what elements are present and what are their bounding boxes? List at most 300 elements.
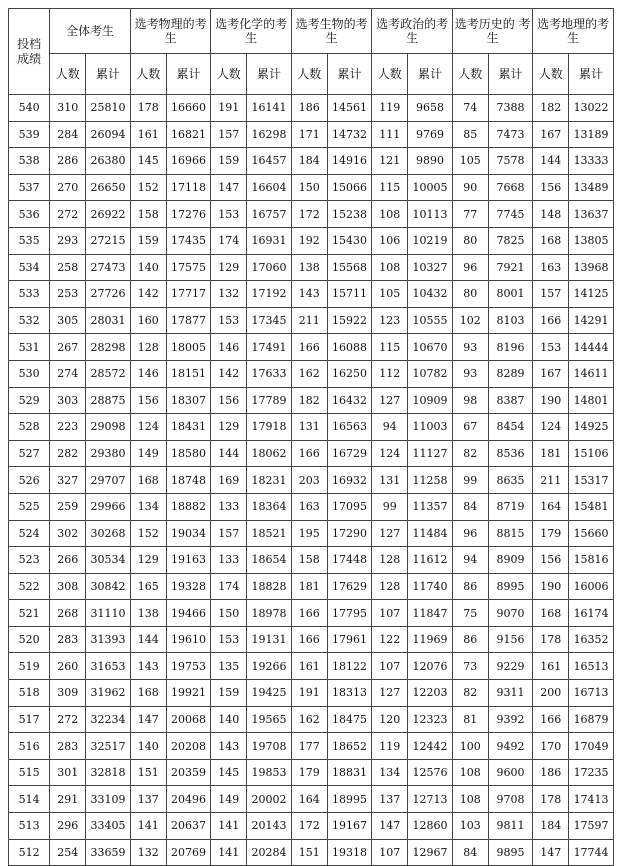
cumulative-cell: 18151 <box>166 360 211 387</box>
count-cell: 124 <box>533 414 569 441</box>
count-cell: 181 <box>533 440 569 467</box>
score-cell: 523 <box>9 547 50 574</box>
cumulative-cell: 9070 <box>488 600 533 627</box>
count-cell: 127 <box>372 520 408 547</box>
count-cell: 284 <box>50 121 86 148</box>
score-distribution-table <box>8 8 614 866</box>
count-cell: 147 <box>130 706 166 733</box>
count-cell: 77 <box>452 201 488 228</box>
score-cell: 537 <box>9 174 50 201</box>
count-cell: 129 <box>211 414 247 441</box>
count-cell: 168 <box>130 467 166 494</box>
cumulative-cell: 16174 <box>569 600 614 627</box>
cumulative-cell: 18313 <box>327 680 372 707</box>
count-cell: 106 <box>372 227 408 254</box>
cumulative-cell: 20637 <box>166 813 211 840</box>
cumulative-cell: 9658 <box>408 95 453 122</box>
cumulative-cell: 14916 <box>327 148 372 175</box>
count-cell: 190 <box>533 573 569 600</box>
count-cell: 108 <box>372 254 408 281</box>
cumulative-cell: 20143 <box>247 813 292 840</box>
cumulative-cell: 16821 <box>166 121 211 148</box>
table-row <box>9 227 614 254</box>
count-cell: 161 <box>130 121 166 148</box>
count-cell: 141 <box>211 839 247 866</box>
count-cell: 152 <box>130 520 166 547</box>
table-row <box>9 626 614 653</box>
cumulative-cell: 12442 <box>408 733 453 760</box>
cumulative-cell: 27473 <box>86 254 131 281</box>
count-cell: 99 <box>452 467 488 494</box>
cumulative-cell: 9890 <box>408 148 453 175</box>
cumulative-cell: 15481 <box>569 493 614 520</box>
cumulative-cell: 18005 <box>166 334 211 361</box>
score-column-header <box>9 9 50 95</box>
count-cell: 272 <box>50 706 86 733</box>
count-cell: 86 <box>452 626 488 653</box>
sub-header-cumulative: 累计 <box>166 54 211 95</box>
count-cell: 254 <box>50 839 86 866</box>
cumulative-cell: 9895 <box>488 839 533 866</box>
cumulative-cell: 15922 <box>327 307 372 334</box>
count-cell: 111 <box>372 121 408 148</box>
count-cell: 108 <box>372 201 408 228</box>
score-cell: 513 <box>9 813 50 840</box>
cumulative-cell: 26922 <box>86 201 131 228</box>
cumulative-cell: 17448 <box>327 547 372 574</box>
count-cell: 167 <box>533 121 569 148</box>
count-cell: 203 <box>291 467 327 494</box>
sub-header-cumulative: 累计 <box>327 54 372 95</box>
cumulative-cell: 11612 <box>408 547 453 574</box>
cumulative-cell: 18580 <box>166 440 211 467</box>
count-cell: 122 <box>372 626 408 653</box>
cumulative-cell: 17961 <box>327 626 372 653</box>
count-cell: 147 <box>211 174 247 201</box>
cumulative-cell: 19425 <box>247 680 292 707</box>
count-cell: 195 <box>291 520 327 547</box>
count-cell: 112 <box>372 360 408 387</box>
count-cell: 178 <box>533 786 569 813</box>
count-cell: 165 <box>130 573 166 600</box>
score-cell: 526 <box>9 467 50 494</box>
group-header-politics: 选考政治的考生 <box>372 9 453 54</box>
count-cell: 253 <box>50 281 86 308</box>
count-cell: 84 <box>452 493 488 520</box>
cumulative-cell: 7388 <box>488 95 533 122</box>
cumulative-cell: 8995 <box>488 573 533 600</box>
cumulative-cell: 32818 <box>86 759 131 786</box>
cumulative-cell: 18521 <box>247 520 292 547</box>
count-cell: 146 <box>130 360 166 387</box>
cumulative-cell: 18364 <box>247 493 292 520</box>
cumulative-cell: 14444 <box>569 334 614 361</box>
cumulative-cell: 18995 <box>327 786 372 813</box>
count-cell: 272 <box>50 201 86 228</box>
score-cell: 524 <box>9 520 50 547</box>
count-cell: 84 <box>452 839 488 866</box>
cumulative-cell: 10327 <box>408 254 453 281</box>
group-header-all: 全体考生 <box>50 9 131 54</box>
count-cell: 138 <box>291 254 327 281</box>
count-cell: 190 <box>533 387 569 414</box>
sub-header-count: 人数 <box>372 54 408 95</box>
cumulative-cell: 17575 <box>166 254 211 281</box>
cumulative-cell: 16298 <box>247 121 292 148</box>
cumulative-cell: 16931 <box>247 227 292 254</box>
cumulative-cell: 17435 <box>166 227 211 254</box>
cumulative-cell: 14291 <box>569 307 614 334</box>
score-cell: 532 <box>9 307 50 334</box>
count-cell: 159 <box>130 227 166 254</box>
cumulative-cell: 17789 <box>247 387 292 414</box>
cumulative-cell: 31393 <box>86 626 131 653</box>
cumulative-cell: 13489 <box>569 174 614 201</box>
cumulative-cell: 10782 <box>408 360 453 387</box>
group-header-geography: 选考地理的考生 <box>533 9 614 54</box>
count-cell: 140 <box>211 706 247 733</box>
count-cell: 184 <box>533 813 569 840</box>
cumulative-cell: 15430 <box>327 227 372 254</box>
count-cell: 181 <box>291 573 327 600</box>
count-cell: 142 <box>130 281 166 308</box>
count-cell: 170 <box>533 733 569 760</box>
cumulative-cell: 10670 <box>408 334 453 361</box>
cumulative-cell: 17633 <box>247 360 292 387</box>
cumulative-cell: 12576 <box>408 759 453 786</box>
cumulative-cell: 17118 <box>166 174 211 201</box>
count-cell: 186 <box>291 95 327 122</box>
cumulative-cell: 32517 <box>86 733 131 760</box>
cumulative-cell: 18475 <box>327 706 372 733</box>
count-cell: 119 <box>372 733 408 760</box>
count-cell: 174 <box>211 227 247 254</box>
table-row <box>9 653 614 680</box>
cumulative-cell: 8536 <box>488 440 533 467</box>
cumulative-cell: 19565 <box>247 706 292 733</box>
count-cell: 147 <box>372 813 408 840</box>
count-cell: 309 <box>50 680 86 707</box>
cumulative-cell: 9600 <box>488 759 533 786</box>
cumulative-cell: 15238 <box>327 201 372 228</box>
count-cell: 178 <box>533 626 569 653</box>
table-body <box>9 95 614 866</box>
cumulative-cell: 17744 <box>569 839 614 866</box>
count-cell: 156 <box>533 174 569 201</box>
cumulative-cell: 11847 <box>408 600 453 627</box>
count-cell: 164 <box>533 493 569 520</box>
cumulative-cell: 16660 <box>166 95 211 122</box>
score-cell: 517 <box>9 706 50 733</box>
count-cell: 82 <box>452 440 488 467</box>
cumulative-cell: 13333 <box>569 148 614 175</box>
cumulative-cell: 15816 <box>569 547 614 574</box>
table-row <box>9 520 614 547</box>
cumulative-cell: 31962 <box>86 680 131 707</box>
count-cell: 157 <box>533 281 569 308</box>
count-cell: 131 <box>291 414 327 441</box>
count-cell: 115 <box>372 334 408 361</box>
count-cell: 90 <box>452 174 488 201</box>
cumulative-cell: 20496 <box>166 786 211 813</box>
cumulative-cell: 25810 <box>86 95 131 122</box>
count-cell: 133 <box>211 547 247 574</box>
sub-header-count: 人数 <box>452 54 488 95</box>
sub-header-cumulative: 累计 <box>408 54 453 95</box>
count-cell: 179 <box>533 520 569 547</box>
table-row <box>9 334 614 361</box>
cumulative-cell: 8909 <box>488 547 533 574</box>
cumulative-cell: 20068 <box>166 706 211 733</box>
cumulative-cell: 7825 <box>488 227 533 254</box>
table-row <box>9 414 614 441</box>
cumulative-cell: 16757 <box>247 201 292 228</box>
count-cell: 153 <box>211 307 247 334</box>
count-cell: 174 <box>211 573 247 600</box>
count-cell: 163 <box>291 493 327 520</box>
score-cell: 522 <box>9 573 50 600</box>
score-cell: 527 <box>9 440 50 467</box>
count-cell: 179 <box>291 759 327 786</box>
count-cell: 143 <box>211 733 247 760</box>
count-cell: 184 <box>291 148 327 175</box>
count-cell: 132 <box>130 839 166 866</box>
cumulative-cell: 16563 <box>327 414 372 441</box>
count-cell: 108 <box>452 786 488 813</box>
count-cell: 150 <box>211 600 247 627</box>
cumulative-cell: 17060 <box>247 254 292 281</box>
count-cell: 128 <box>372 547 408 574</box>
count-cell: 159 <box>211 148 247 175</box>
count-cell: 140 <box>130 254 166 281</box>
cumulative-cell: 12203 <box>408 680 453 707</box>
count-cell: 81 <box>452 706 488 733</box>
score-cell: 538 <box>9 148 50 175</box>
cumulative-cell: 20208 <box>166 733 211 760</box>
cumulative-cell: 28572 <box>86 360 131 387</box>
cumulative-cell: 29707 <box>86 467 131 494</box>
table-row <box>9 281 614 308</box>
count-cell: 147 <box>533 839 569 866</box>
cumulative-cell: 19921 <box>166 680 211 707</box>
table-row <box>9 307 614 334</box>
cumulative-cell: 14732 <box>327 121 372 148</box>
count-cell: 146 <box>211 334 247 361</box>
cumulative-cell: 16879 <box>569 706 614 733</box>
cumulative-cell: 8289 <box>488 360 533 387</box>
cumulative-cell: 11484 <box>408 520 453 547</box>
count-cell: 163 <box>533 254 569 281</box>
count-cell: 74 <box>452 95 488 122</box>
cumulative-cell: 13189 <box>569 121 614 148</box>
cumulative-cell: 11003 <box>408 414 453 441</box>
count-cell: 158 <box>130 201 166 228</box>
count-cell: 67 <box>452 414 488 441</box>
cumulative-cell: 29098 <box>86 414 131 441</box>
cumulative-cell: 32234 <box>86 706 131 733</box>
count-cell: 274 <box>50 360 86 387</box>
count-cell: 94 <box>452 547 488 574</box>
count-cell: 166 <box>291 440 327 467</box>
cumulative-cell: 17235 <box>569 759 614 786</box>
cumulative-cell: 17049 <box>569 733 614 760</box>
cumulative-cell: 9492 <box>488 733 533 760</box>
cumulative-cell: 13805 <box>569 227 614 254</box>
count-cell: 305 <box>50 307 86 334</box>
cumulative-cell: 18231 <box>247 467 292 494</box>
count-cell: 75 <box>452 600 488 627</box>
table-row <box>9 95 614 122</box>
count-cell: 144 <box>211 440 247 467</box>
count-cell: 283 <box>50 733 86 760</box>
count-cell: 159 <box>211 680 247 707</box>
cumulative-cell: 28875 <box>86 387 131 414</box>
count-cell: 164 <box>291 786 327 813</box>
count-cell: 143 <box>291 281 327 308</box>
count-cell: 156 <box>533 547 569 574</box>
count-cell: 266 <box>50 547 86 574</box>
count-cell: 124 <box>372 440 408 467</box>
cumulative-cell: 15066 <box>327 174 372 201</box>
count-cell: 137 <box>130 786 166 813</box>
cumulative-cell: 19318 <box>327 839 372 866</box>
table-row <box>9 174 614 201</box>
cumulative-cell: 12323 <box>408 706 453 733</box>
sub-header-count: 人数 <box>130 54 166 95</box>
cumulative-cell: 16432 <box>327 387 372 414</box>
cumulative-cell: 18431 <box>166 414 211 441</box>
cumulative-cell: 19328 <box>166 573 211 600</box>
cumulative-cell: 16141 <box>247 95 292 122</box>
count-cell: 96 <box>452 520 488 547</box>
table-row <box>9 201 614 228</box>
score-cell: 520 <box>9 626 50 653</box>
cumulative-cell: 18882 <box>166 493 211 520</box>
cumulative-cell: 9311 <box>488 680 533 707</box>
count-cell: 121 <box>372 148 408 175</box>
score-cell: 525 <box>9 493 50 520</box>
cumulative-cell: 19610 <box>166 626 211 653</box>
table-row <box>9 440 614 467</box>
cumulative-cell: 10113 <box>408 201 453 228</box>
cumulative-cell: 10555 <box>408 307 453 334</box>
count-cell: 157 <box>211 520 247 547</box>
count-cell: 149 <box>130 440 166 467</box>
count-cell: 96 <box>452 254 488 281</box>
sub-header-cumulative: 累计 <box>569 54 614 95</box>
cumulative-cell: 8635 <box>488 467 533 494</box>
count-cell: 129 <box>211 254 247 281</box>
count-cell: 98 <box>452 387 488 414</box>
cumulative-cell: 20002 <box>247 786 292 813</box>
table-row <box>9 148 614 175</box>
count-cell: 93 <box>452 334 488 361</box>
cumulative-cell: 17877 <box>166 307 211 334</box>
cumulative-cell: 30534 <box>86 547 131 574</box>
count-cell: 102 <box>452 307 488 334</box>
group-header-chemistry: 选考化学的考生 <box>211 9 292 54</box>
cumulative-cell: 8387 <box>488 387 533 414</box>
group-header-biology: 选考生物的考生 <box>291 9 372 54</box>
sub-header-cumulative: 累计 <box>247 54 292 95</box>
cumulative-cell: 11969 <box>408 626 453 653</box>
table-row <box>9 121 614 148</box>
cumulative-cell: 11127 <box>408 440 453 467</box>
cumulative-cell: 13022 <box>569 95 614 122</box>
table-row <box>9 706 614 733</box>
cumulative-cell: 11740 <box>408 573 453 600</box>
count-cell: 303 <box>50 387 86 414</box>
count-cell: 153 <box>211 626 247 653</box>
cumulative-cell: 18307 <box>166 387 211 414</box>
cumulative-cell: 30268 <box>86 520 131 547</box>
cumulative-cell: 19034 <box>166 520 211 547</box>
sub-header-count: 人数 <box>211 54 247 95</box>
count-cell: 186 <box>533 759 569 786</box>
table-row <box>9 759 614 786</box>
cumulative-cell: 8719 <box>488 493 533 520</box>
cumulative-cell: 16513 <box>569 653 614 680</box>
cumulative-cell: 16088 <box>327 334 372 361</box>
count-cell: 93 <box>452 360 488 387</box>
table-row <box>9 493 614 520</box>
cumulative-cell: 19266 <box>247 653 292 680</box>
count-cell: 166 <box>533 307 569 334</box>
cumulative-cell: 18654 <box>247 547 292 574</box>
score-cell: 515 <box>9 759 50 786</box>
sub-header-count: 人数 <box>50 54 86 95</box>
count-cell: 108 <box>452 759 488 786</box>
count-cell: 327 <box>50 467 86 494</box>
count-cell: 103 <box>452 813 488 840</box>
cumulative-cell: 28031 <box>86 307 131 334</box>
count-cell: 107 <box>372 653 408 680</box>
cumulative-cell: 16966 <box>166 148 211 175</box>
count-cell: 283 <box>50 626 86 653</box>
count-cell: 267 <box>50 334 86 361</box>
count-cell: 177 <box>291 733 327 760</box>
count-cell: 223 <box>50 414 86 441</box>
count-cell: 156 <box>130 387 166 414</box>
cumulative-cell: 16352 <box>569 626 614 653</box>
count-cell: 259 <box>50 493 86 520</box>
count-cell: 107 <box>372 839 408 866</box>
count-cell: 145 <box>211 759 247 786</box>
count-cell: 131 <box>372 467 408 494</box>
cumulative-cell: 7921 <box>488 254 533 281</box>
cumulative-cell: 19163 <box>166 547 211 574</box>
count-cell: 260 <box>50 653 86 680</box>
count-cell: 168 <box>130 680 166 707</box>
cumulative-cell: 12076 <box>408 653 453 680</box>
count-cell: 107 <box>372 600 408 627</box>
cumulative-cell: 13637 <box>569 201 614 228</box>
cumulative-cell: 15106 <box>569 440 614 467</box>
count-cell: 291 <box>50 786 86 813</box>
score-cell: 529 <box>9 387 50 414</box>
cumulative-cell: 17276 <box>166 201 211 228</box>
cumulative-cell: 18062 <box>247 440 292 467</box>
cumulative-cell: 20359 <box>166 759 211 786</box>
count-cell: 270 <box>50 174 86 201</box>
count-cell: 151 <box>291 839 327 866</box>
count-cell: 129 <box>130 547 166 574</box>
count-cell: 192 <box>291 227 327 254</box>
count-cell: 211 <box>291 307 327 334</box>
count-cell: 134 <box>130 493 166 520</box>
cumulative-cell: 19708 <box>247 733 292 760</box>
cumulative-cell: 7578 <box>488 148 533 175</box>
